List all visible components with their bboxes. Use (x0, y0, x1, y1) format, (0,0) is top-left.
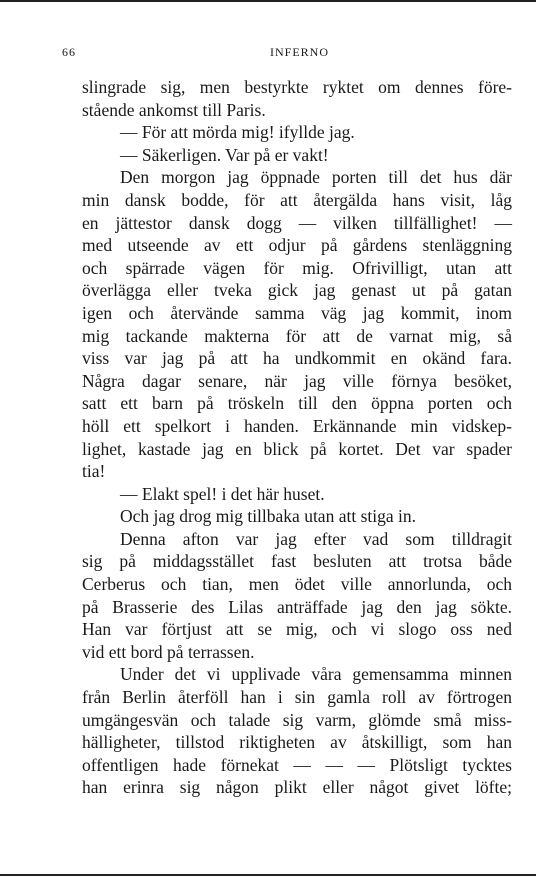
text-line: hälligheter, tillstod riktigheten av åtskilligt, som han (82, 732, 512, 753)
text-line: Under det vi upplivade våra gemensamma minnen (120, 664, 512, 685)
text-line: lighet, kastade jag en blick på kortet. Det var spader (82, 438, 512, 459)
text-line: slingrade sig, men bestyrkte ryktet om dennes före- (82, 77, 512, 97)
text-line: satt ett barn på tröskeln till den öppna porten och (82, 393, 512, 414)
text-line: en jättestor dansk dogg — vilken tillfällighet! — (82, 212, 512, 233)
text-line: tia! (82, 461, 106, 482)
text-line: överlägga eller tveka gick jag genast ut på gatan (82, 280, 512, 301)
text-line: igen och återvände samma väg jag kommit, inom (82, 302, 512, 323)
running-title: INFERNO (270, 45, 330, 59)
text-line: offentligen hade förnekat — — — Plötsligt tycktes (82, 754, 512, 775)
text-line: Några dagar senare, när jag ville förnya besöket, (82, 370, 512, 391)
text-line: Cerberus och tian, men ödet ville annorlunda, och (82, 574, 512, 595)
text-line: min dansk bodde, för att återgälda hans visit, låg (82, 189, 512, 210)
page-number: 66 (62, 45, 76, 59)
text-line: Och jag drog mig tillbaka utan att stiga in. (120, 506, 416, 527)
text-line: på Brasserie des Lilas anträffade jag den jag sökte. (82, 596, 512, 617)
text-line: vid ett bord på terrassen. (82, 641, 255, 662)
text-line: — Elakt spel! i det här huset. (120, 483, 325, 504)
text-line: mig tackande makterna för att de varnat mig, så (82, 325, 512, 346)
text-line: sig på middagsstället fast besluten att trotsa både (82, 551, 512, 572)
text-line: Denna afton var jag efter vad som tilldragit (120, 528, 512, 549)
text-line: stående ankomst till Paris. (82, 99, 266, 120)
bottom-border-rule (0, 874, 536, 876)
body-text (82, 76, 512, 799)
text-line: — För att mörda mig! ifyllde jag. (120, 122, 355, 143)
text-line: — Säkerligen. Var på er vakt! (120, 144, 329, 165)
top-border-rule (0, 0, 536, 2)
text-line: Han var förtjust att se mig, och vi slogo oss ned (82, 619, 512, 640)
text-line: Den morgon jag öppnade porten till det hus där (120, 167, 512, 188)
text-line: han erinra sig någon plikt eller något givet löfte; (82, 777, 512, 798)
text-line: och spärrade vägen för mig. Ofrivilligt, utan att (82, 257, 512, 278)
text-line: från Berlin återföll han i sin gamla roll av förtrogen (82, 687, 512, 708)
text-line: höll ett spelkort i handen. Erkännande min vidskep- (82, 415, 512, 436)
text-line: med utseende av ett odjur på gårdens stenläggning (82, 235, 512, 256)
text-line: viss var jag på att ha undkommit en okänd fara. (82, 348, 512, 369)
page-header (62, 45, 512, 63)
text-line: umgängesvän och talade sig varm, glömde små miss- (82, 709, 512, 730)
